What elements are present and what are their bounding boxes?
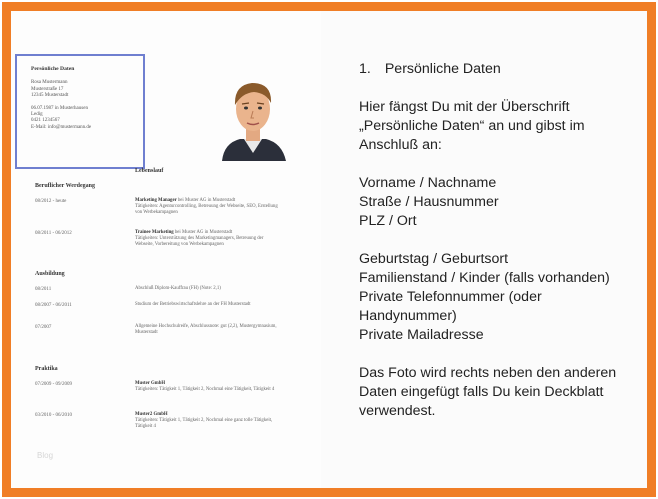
text-line: Private Telefonnummer (oder bbox=[359, 289, 542, 305]
text-line: Hier fängst Du mit der Überschrift bbox=[359, 99, 570, 115]
resume-thumbnail bbox=[11, 11, 321, 488]
education-date: 07/2007 bbox=[35, 325, 52, 330]
career-entry bbox=[135, 230, 281, 247]
personal-line: 12345 Musterstadt bbox=[31, 93, 69, 99]
education-text: Studium der Betriebswirtschaftslehre an der FH Musterstadt bbox=[135, 302, 251, 307]
photo-note-paragraph bbox=[359, 364, 649, 421]
career-title: Trainee Marketing bbox=[135, 230, 174, 235]
text-line: Handynummer) bbox=[359, 308, 457, 324]
section-internships: Praktika bbox=[35, 366, 58, 372]
career-desc: bei Muster AG in Musterstadt bbox=[174, 230, 233, 235]
personal-line: Rosa Mustermann bbox=[31, 80, 68, 86]
instructions-panel bbox=[359, 60, 649, 440]
text-line: PLZ / Ort bbox=[359, 213, 417, 229]
personal-line: Ledig bbox=[31, 112, 43, 118]
career-tasks: Tätigkeiten: Agenturcontrolling, Betreuung der Webseite, SEO, Erstellung von Werbekampagnen bbox=[135, 203, 278, 215]
text-line: Private Mailadresse bbox=[359, 327, 484, 343]
text-line: Straße / Hausnummer bbox=[359, 194, 499, 210]
text-line: Geburtstag / Geburtsort bbox=[359, 251, 509, 267]
career-tasks: Tätigkeiten: Unterstützung des Marketingmanagers, Betreuung der Webseite, Vorbereitung von Werbekampagnen bbox=[135, 235, 264, 247]
education-text: Abschluß Diplom-Kauffrau (FH) (Note: 2,1) bbox=[135, 286, 221, 291]
career-date: 08/2012 - heute bbox=[35, 199, 67, 204]
section-heading bbox=[359, 60, 649, 79]
internship-date: 03/2010 - 06/2010 bbox=[35, 413, 72, 418]
personal-line: E-Mail: info@mustermann.de bbox=[31, 124, 92, 130]
internship-tasks: Tätigkeiten: Tätigkeit 1, Tätigkeit 2, Nochmal eine ganz tolle Tätigkeit, Tätigkeit 4 bbox=[135, 417, 273, 429]
education-date: 08/2007 - 06/2011 bbox=[35, 303, 72, 308]
intro-paragraph bbox=[359, 98, 649, 155]
heading-text: Persönliche Daten bbox=[384, 61, 501, 77]
career-entry bbox=[135, 198, 281, 215]
heading-number: 1. bbox=[359, 61, 371, 77]
text-line: Vorname / Nachname bbox=[359, 175, 497, 191]
text-line: Daten eingefügt falls Du kein Deckblatt bbox=[359, 384, 604, 400]
internship-entry bbox=[135, 381, 281, 393]
personal-box-title: Persönliche Daten bbox=[31, 66, 75, 72]
section-career: Beruflicher Werdegang bbox=[35, 183, 95, 189]
cv-title: Lebenslauf bbox=[135, 168, 164, 174]
text-line: verwendest. bbox=[359, 403, 436, 419]
portrait-photo bbox=[214, 73, 292, 161]
career-desc: bei Muster AG in Musterstadt bbox=[177, 198, 236, 203]
text-line: Familienstand / Kinder (falls vorhanden) bbox=[359, 270, 610, 286]
personal-line: Musterstraße 17 bbox=[31, 86, 64, 92]
address-list bbox=[359, 174, 649, 231]
personal-info-list bbox=[359, 250, 649, 345]
education-text: Allgemeine Hochschulreife, Abschlussnote: gut (2,2), Mustergymnasium, Musterstadt bbox=[135, 324, 277, 335]
internship-date: 07/2009 - 09/2009 bbox=[35, 382, 72, 387]
internship-title: Muster GmbH bbox=[135, 381, 166, 386]
education-date: 08/2011 bbox=[35, 287, 52, 292]
career-date: 08/2011 - 06/2012 bbox=[35, 231, 72, 236]
section-education: Ausbildung bbox=[35, 271, 65, 277]
personal-line: 0421 1234567 bbox=[31, 118, 60, 124]
text-line: Anschluß an: bbox=[359, 137, 442, 153]
internship-entry bbox=[135, 412, 281, 429]
personal-data-box bbox=[15, 54, 145, 169]
text-line: Das Foto wird rechts neben den anderen bbox=[359, 365, 617, 381]
internship-title: Muster2 GmbH bbox=[135, 412, 168, 417]
watermark: Blog bbox=[37, 451, 54, 460]
personal-line: 06.07.1987 in Musterhausen bbox=[31, 105, 88, 111]
career-title: Marketing Manager bbox=[135, 198, 177, 203]
text-line: „Persönliche Daten“ an und gibst im bbox=[359, 118, 585, 134]
internship-tasks: Tätigkeiten: Tätigkeit 1, Tätigkeit 2, Nochmal eine Tätigkeit, Tätigkeit 4 bbox=[135, 386, 275, 392]
